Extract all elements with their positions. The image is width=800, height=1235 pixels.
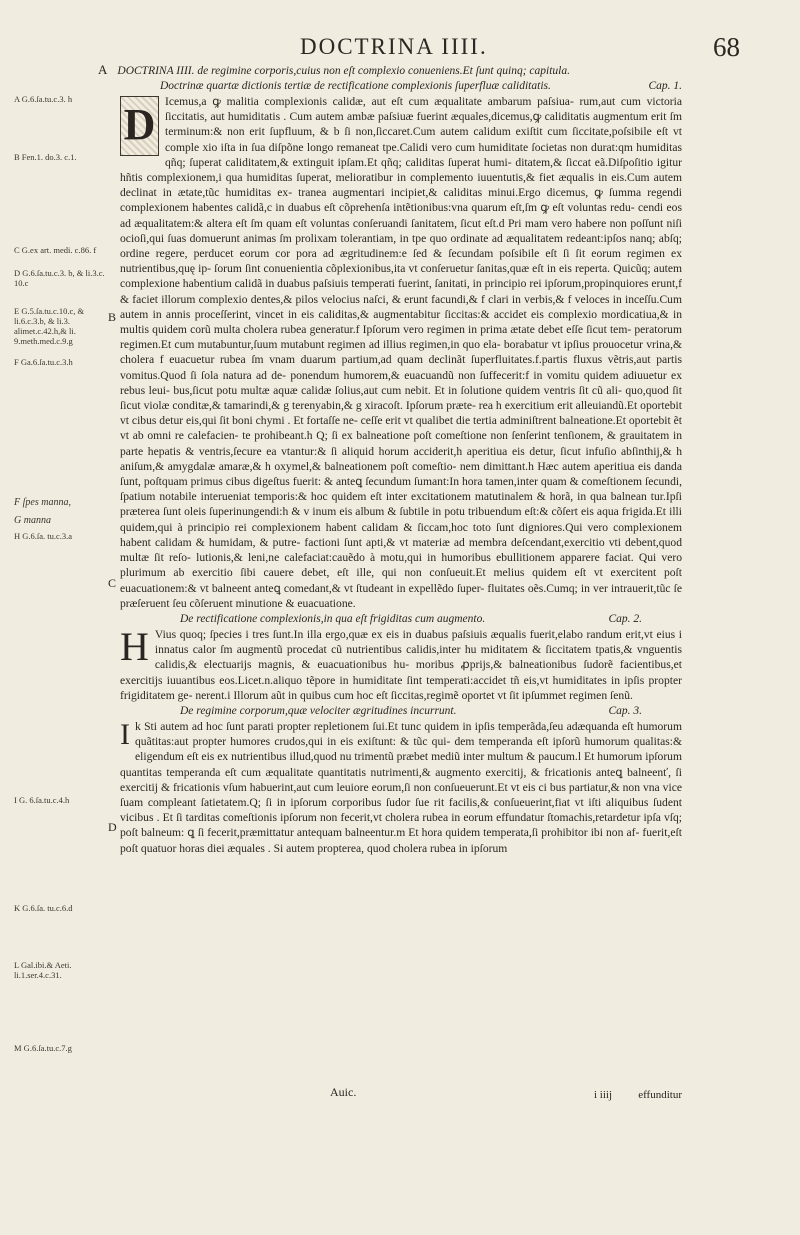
margin-note: A G.6.ſa.tu.c.3. h	[14, 94, 73, 104]
margin-note: D G.6.ſa.tu.c.3. b, & li.3.c. 10.c	[14, 268, 105, 288]
chapter-3-body	[120, 719, 682, 856]
doctrina-title-line	[98, 62, 682, 79]
chapter-2-title: De rectificatione complexionis,in qua eſt frigiditas cum augmento.	[180, 612, 486, 625]
chapter-1-text: Icemus,a ꝙ malitia complexionis calidæ, aut eſt cum æqualitate ambarum paſsiua- rum,aut cum victoria ſiccitatis, aut humiditatis . Cum autem ambæ paſsiuæ fuerint æquales,dicemus,ꝙ caliditatis augmentum erit ſm terminum:& non erit ſupfluum, & b ſi non,ſiccaret.Cum autem calidum exiſtit cum ſiccitate,poſsibile eſt vt comple xio iſta in ſua diſpõne longo remaneat tpe.Calidi vero cum humiditate ſocietas non durat:qm humiditas qñq; ſuperat caliditatem,& extinguit ipſam.Et qñq; caliditas ſuperat humi- ditatem,& ſiccat eã.Diſpoſitio igitur hñtis complexionem,i qua humiditas ſuperat, melioratibur in complemento iuuentutis,& fiet æqualis in eis.Cum autem declinat in ætate,tũc humiditas ex- tranea augmentari incipiet,& caliditas minui.Ergo dicemus, ꝙ ſumma regendi complexionem habentes calidã,c in duabus eſt cõprehenſa intẽtionibus:vna quarum eſt,ſm ꝙ eſt voluntas redu- cendi eos ad æqualitatem:& altera eſt ſm quam eſt voluntas conſeruandi ſanitatem, ſicut eſt.d Pri mam vero habere non poſſunt niſi ocioſi,qui ſuas domuerunt animas ſm prolixam tolerantiam, in tpe quo ordinate ad æqualitatem redeant:ipſos nanq; abſq; ordine regere, perducet eorum cor pora ad ægritudinem:e ſed & ſecundam poſsibile eſt ſi ſit eorum regimen ex nutrientibus,quę ip- ſorum ſint conuenientia cõplexionibus,ita vt conſeruetur ſanitas,quæ eſt in eis reperta. Quicũq; autem complexione habentium calidã in duabus paſsiuis temperati fuerint, ſanitati, in principio rei ipſorum,propinquiores erunt,f & faciet illorum complexio dentes,& pilos velocius naſci, & erunt facundi,& f clari in verbis,& f veloces in inceſſu.Cum autem in annis proceſſerint, vincet in eis caliditas,& augmentabitur ſiccitas:& accidet eis complexio mordicatiua,& in multis quidem corũ multa cholera rubea generatur.f Ipſorum vero regimen in prima ætate debet eſſe ſicut tem- peratorum regimen.Et cum mutabuntur,ſuum mutabunt regimen ad illius regimen,in quo ela- borabatur vt ipſius prouocetur vrina,& cholera f euacuetur rubea ſm vnam duarum partium,ad quam declinãt ſuperfluitates.f.partis fluxus vẽtris,aut partis vomitus.Quod ſi ſola natura ad de- ponendum humorem,& euacuandũ non ſuffecerit:f in vomitu quidem adiuuetur ex rebus leui- bus,ſicut potu multæ aquæ calidæ ſolius,aut cum nebit. Et in ſolutione quidem ventris ſit cũ ali- quo,quod ſit ſicut violæ conditæ,& tamarindi,& g terenyabin,& g xiracoſt. Ipſorum præte- rea h exercitium erit alleuiandũ.Et oportebit vt cibus detur eis,qui ſit boni chymi . Et fortaſſe ne- ceſſe erit vt qualibet die tertia adminiſtrent balneatione.Et oportebit ẽt vt ab omni re calefacien- te prohibeant.h Q; ſi ex balneatione poſt comeſtione non ſenſerint tenſionem, & grauitatem in parte hepatis & ventris,ſecure ea vtantur:& ſi aliquid horum acciderit,h aperitiua eis detur, ſicut infuſio abſinthij,& h aniſum,& amygdalæ amaræ,& h oxymel,& balneationem poſt comeſtio- nem dimittant.h Hæc autem aperitiua eis danda ſunt, poſtquam primus cibus digeſtus fuerit: & anteꝗ ſecundum ſumant:In hora tamen,inter quam & comeſtionem ſecundi, ſpatium notabile interueniat temporis:& hoc quidem eſt inter excitationem matutinalem & horã, in qua balnean tur.Ipſi præterea ſunt oleis ſuperinungendi:h & v inum eis album & ſubtile in potu tribuendum eſt:& cõſert eis aqua frigida.Et illi quidem,qui à principio rei complexionem habent calidam & ſiccam,hoc toto ſunt digniores.Qui vero complexionem habent calidam & humidam, & putre- factioni ſunt apti,& vt materiæ ad membra deſcendant,exercitio vti debent,quod multæ ſit reſo- lutionis,& leni,ne calefaciat:cauẽdo à motu,qui in humoribus ebullitionem apparere faciat. Qui vero plurimum ab exercitio ſibi cauere debet, eſt ille, qui non conſueuit.Et melius quidem eſt vt exercitent poſt euacuationem:& vt balneent anteꝗ comedant,& vt ſtudeant in expellẽdo ſuper- fluitates oẽs.Cumq; in ver intrauerit,tũc ſe præſeruent ſeu cõſeruent minutione & euacuatione.	[120, 95, 682, 610]
chapter-1-number: Cap. 1.	[648, 80, 682, 92]
historiated-initial	[120, 96, 159, 156]
chapter-3-heading	[120, 704, 682, 719]
chapter-2-body	[120, 623, 682, 703]
margin-note: K G.6.ſa. tu.c.6.d	[14, 903, 73, 913]
margin-note: M G.6.ſa.tu.c.7.g	[14, 1043, 72, 1053]
initial-letter: D	[123, 100, 156, 149]
catchword-left: Auic.	[330, 1085, 357, 1099]
margin-note: H G.6.ſa. tu.c.3.a	[14, 531, 73, 541]
margin-note: F Ga.6.ſa.tu.c.3.h	[14, 357, 73, 367]
margin-note: F ſpes manna,	[14, 497, 71, 508]
section-marker: C	[108, 576, 117, 590]
running-head: DOCTRINA IIII.	[300, 34, 488, 59]
chapter-3-number: Cap. 3.	[608, 704, 642, 717]
page-number: 68	[713, 32, 740, 62]
chapter-1-heading	[120, 79, 682, 94]
doctrina-title: DOCTRINA IIII. de regimine corporis,cuius non eſt complexio conueniens.Et ſunt quinq; capitula.	[117, 65, 570, 77]
section-marker: D	[108, 820, 117, 834]
chapter-2-heading	[120, 612, 682, 627]
signature-mark: i iiij	[593, 1089, 612, 1101]
chapter-2-text: Vius quoq; ſpecies i tres ſunt.In illa ergo,quæ ex eis in duabus paſsiuis æqualis fuerit,elabo randum erit,vt eius i innatus calor ſm augmentũ procedat cũ nutrientibus calidis,inter hu miditatem & ſiccitatem tpatis,& vnguentis calidis,& electuarijs magnis, & euacuationibus hu- moribus ꝓprijs,& balneationibus ſudorẽ facientibus,et exercitijs iuuantibus eos.Licet.n.aliquo tẽpore in humiditate ſint temperati:accidet tñ eis,vt humiditates in ipſis propter frigiditatem ge- nerent.i Illorum aũt in quibus cum hoc eſt ſiccitas,regimẽ oportet vt ſit ipſummet regimen ſenũ.	[120, 627, 682, 702]
margin-note: G manna	[14, 515, 51, 526]
page-footer	[120, 1085, 682, 1105]
chapter-3-title: De regimine corporum,quæ velociter ægritudines incurrunt.	[180, 704, 457, 717]
margin-note: I G. 6.ſa.tu.c.4.h	[14, 795, 70, 805]
catchword-right: effunditur	[638, 1089, 682, 1101]
chapter-3-text: k Sti autem ad hoc ſunt parati propter repletionem ſui.Et tunc quidem in ipſis temperãda,ſeu adæquanda eſt humorum quãtitas:aut propter humores crudos,qui in eis exiſtunt: & tũc qui- dem temperanda eſt ipſorũ humorum qualitas:& eligendum eſt eis ex nutrientibus illud,quod nu trimentũ præbet mediũ inter multum & paucum.l Et humorum ipſorum quantitas temperanda eſt cum æqualitate quantitatis nutrimenti,& augmento exercitij, & fricationis anteꝗ balneenť, ſi exercitij & fricationis vſum habuerint,aut cum leuiore eorum,ſi non conſueuerunt.Et vt eis ci bus partiatur,& non vna vice ſuam compleant ſatietatem.Q; ſi in ipſorum corporibus ſudor ſue rit facilis,& conſueuerint,fiat vt iſti aliquibus ſudent vicibus . Et ſi tarditas comeſtionis ipſorum non fecerit,vt cholera rubea in eorum effundatur ſtomachis,retardetur ipſa vſq; poſt balneum: ꝗ ſi fecerit,præmittatur antequam balneentur.m Et hora quidem temperata,ſi prohibitor ibi non af- fuerit,eſt poſt quatuor horas diei æquales . Si autem propterea, quod cholera rubea in ipſorum	[120, 719, 682, 855]
margin-note: C G.ex art. medi. c.86. f	[14, 245, 97, 255]
chapter-2-number: Cap. 2.	[608, 612, 642, 625]
chapter-1-body	[120, 94, 682, 611]
margin-note: L Gal.ibi.& Aeti. li.1.ser.4.c.31.	[14, 960, 72, 980]
chapter-1-title: Doctrinæ quartæ dictionis tertiæ de rectificatione complexionis ſuperfluæ caliditatis.	[160, 80, 551, 92]
margin-note: B Fen.1. do.3. c.1.	[14, 152, 77, 162]
section-letter: A	[98, 62, 108, 77]
chapter-3-initial: I	[120, 717, 130, 751]
margin-note: E G.5.ſa.tu.c.10.c, & li.6.c.3.b, & li.3. alimet.c.42.h,& li. 9.meth.med.c.9.g	[14, 306, 85, 346]
section-marker: B	[108, 310, 117, 324]
main-text	[98, 62, 682, 857]
chapter-2-initial: H	[120, 623, 149, 669]
